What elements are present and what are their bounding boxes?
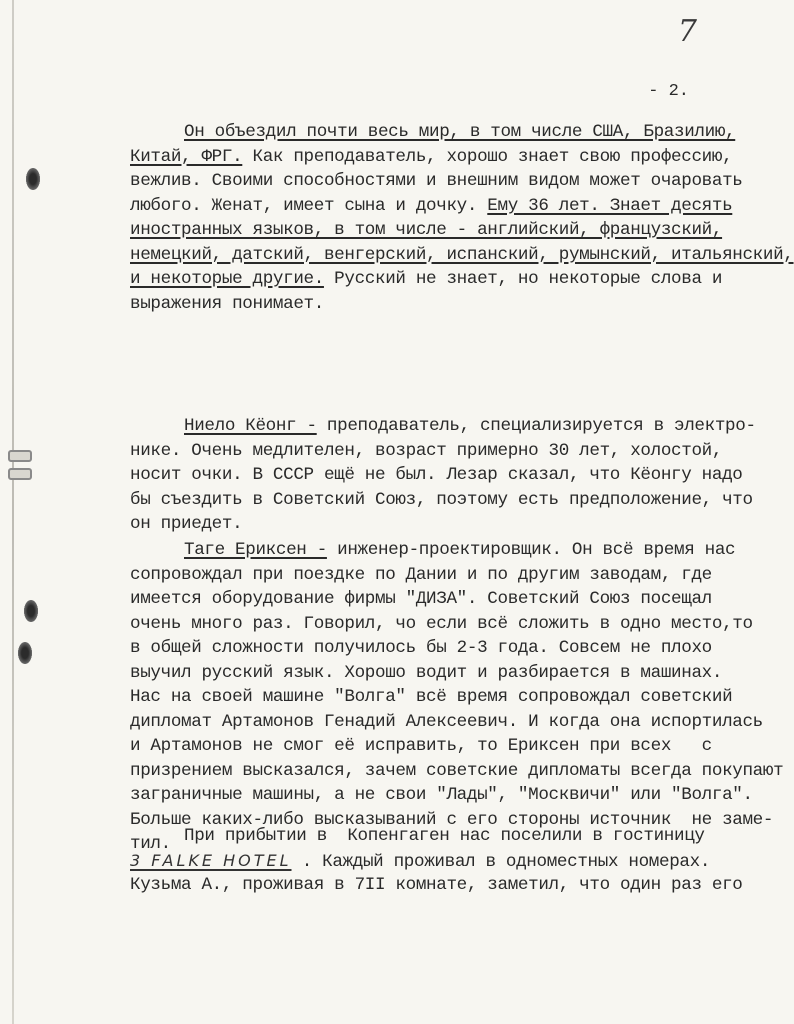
paragraph-3-line-6: [130, 661, 722, 685]
paragraph-3-line-1: [184, 538, 735, 562]
paragraph-2-line-4: [130, 488, 753, 512]
handwritten-hotel-name: 3 FALKE HOTEL: [130, 850, 292, 870]
text-segment: бы съездить в Советский Союз, поэтому есть предположение, что: [130, 489, 753, 510]
paragraph-1-line-8: [130, 292, 324, 316]
text-segment: Русский не знает, но некоторые слова и: [323, 269, 723, 289]
paragraph-2-line-2: [130, 439, 722, 463]
text-segment: и Артамонов не смог её исправить, то Ериксен при всех с: [130, 736, 712, 756]
paragraph-3-line-8: [130, 710, 763, 734]
text-segment: выражения понимает.: [130, 293, 324, 314]
paragraph-4-line-2: [130, 849, 710, 874]
text-segment: Кузьма А., проживая в 7II комнате, заметил, что один раз его: [130, 875, 743, 895]
text-segment: очень много раз. Говорил, чо если всё сложить в одно место,то: [130, 613, 753, 634]
paragraph-1-line-7: [130, 267, 722, 291]
staple-1: [8, 450, 32, 462]
paragraph-1-line-3: [130, 169, 742, 193]
paragraph-3-line-2: [130, 563, 712, 587]
text-segment: . Каждый проживал в одноместных номерах.: [291, 851, 711, 872]
paragraph-1-line-4: [130, 194, 732, 218]
text-segment: нике. Очень медлителен, возраст примерно 30 лет, холостой,: [130, 440, 723, 461]
punch-hole-3: [18, 642, 32, 664]
paper-edge: [12, 0, 14, 1024]
paragraph-1-line-2: [130, 145, 732, 169]
text-segment: Ниело Кёонг -: [184, 416, 317, 436]
text-segment: тил.: [130, 834, 171, 854]
paragraph-3-line-4: [130, 612, 753, 636]
paragraph-2-line-1: [184, 414, 756, 438]
text-segment: вежлив. Своими способностями и внешним видом может очаровать: [130, 171, 743, 191]
paragraph-2-line-3: [130, 463, 742, 487]
text-segment: имеется оборудование фирмы "ДИЗА". Советский Союз посещал: [130, 589, 712, 609]
text-segment: преподаватель, специализируется в электро-: [316, 416, 756, 436]
text-segment: он приедет.: [130, 514, 243, 534]
paragraph-1-line-1: [184, 120, 735, 144]
paragraph-3-line-11: [130, 783, 753, 807]
text-segment: инженер-проектировщик. Он всё время нас: [326, 540, 736, 560]
text-segment: При прибытии в Копенгаген нас поселили в гостиницу: [184, 826, 705, 846]
text-segment: призрением высказался, зачем советские дипломаты всегда покупают: [130, 760, 784, 781]
text-segment: Он объездил почти весь мир, в том числе США, Бразилию,: [184, 122, 736, 142]
text-segment: сопровождал при поездке по Дании и по другим заводам, где: [130, 564, 712, 585]
text-segment: дипломат Артамонов Генадий Алексеевич. И когда она испортилась: [130, 711, 763, 732]
text-segment: носит очки. В СССР ещё не был. Лезар сказал, что Кёонгу надо: [130, 465, 743, 485]
paragraph-3-line-3: [130, 587, 712, 611]
paragraph-3-line-5: [130, 636, 712, 660]
paragraph-4-line-1: [184, 824, 705, 848]
text-segment: любого. Женат, имеет сына и дочку.: [130, 195, 488, 216]
text-segment: Таге Ериксен -: [184, 540, 327, 560]
paragraph-2-line-5: [130, 512, 242, 536]
paragraph-1-line-6: [130, 243, 794, 267]
text-segment: в общей сложности получилось бы 2-3 года. Совсем не плохо: [130, 638, 712, 658]
text-segment: немецкий, датский, венгерский, испанский, румынский, итальянский,: [130, 244, 794, 265]
punch-hole-2: [24, 600, 38, 622]
corner-handwritten-mark: 7: [677, 14, 697, 49]
paragraph-3-line-9: [130, 734, 712, 758]
text-segment: Больше каких-либо высказываний с его стороны источник не заме-: [130, 809, 774, 830]
text-segment: заграничные машины, а не свои "Лады", "Москвичи" или "Волга".: [130, 785, 753, 805]
punch-hole-1: [26, 168, 40, 190]
paragraph-4-line-3: [130, 873, 742, 897]
page-number: - 2.: [648, 82, 689, 101]
text-segment: и некоторые другие.: [130, 269, 324, 289]
paragraph-3-line-10: [130, 759, 783, 783]
text-segment: Китай, ФРГ.: [130, 146, 243, 167]
paragraph-3-line-7: [130, 685, 732, 709]
text-segment: Ему 36 лет. Знает десять: [487, 195, 733, 216]
paragraph-1-line-5: [130, 218, 722, 242]
text-segment: Как преподаватель, хорошо знает свою профессию,: [242, 146, 733, 167]
text-segment: иностранных языков, в том числе - английский, французский,: [130, 220, 723, 240]
text-segment: Нас на своей машине "Волга" всё время сопровождал советский: [130, 687, 733, 707]
staple-2: [8, 468, 32, 480]
text-segment: выучил русский язык. Хорошо водит и разбирается в машинах.: [130, 662, 723, 683]
